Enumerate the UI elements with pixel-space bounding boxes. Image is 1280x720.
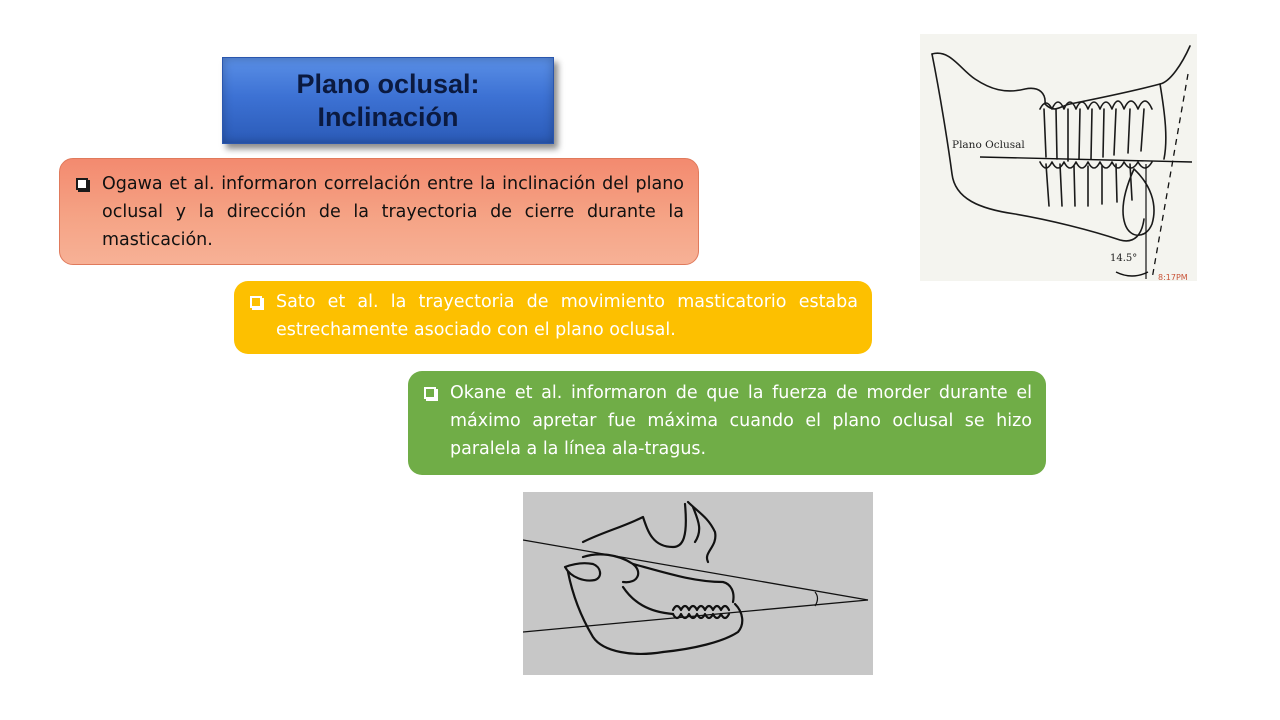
timestamp-label: 8:17PM: [1158, 273, 1188, 281]
ala-tragus-figure: [523, 492, 873, 675]
angle-arc: [815, 592, 818, 606]
title-line-1: Plano oclusal:: [296, 68, 480, 99]
occlusal-label: Plano Oclusal: [952, 139, 1025, 151]
mandible-lower: [663, 604, 742, 652]
chin-outline: [1123, 169, 1154, 235]
callout-text: Sato et al. la trayectoria de movimiento masticatorio estaba estrechamente asociado con el plano oclusal.: [276, 292, 858, 340]
title-box: [222, 57, 554, 144]
ramus-outline: [568, 572, 663, 654]
lower-teeth-roots: [1046, 164, 1132, 206]
upper-teeth: [673, 606, 729, 610]
checkbox-bullet-icon: [424, 379, 450, 399]
title-line-2: Inclinación: [317, 101, 459, 132]
ala-tragus-line: [523, 540, 868, 600]
mandible-sketch: [920, 34, 1197, 281]
callout-ogawa: [59, 158, 699, 265]
reference-dashed-line: [1152, 74, 1188, 279]
callout-okane: [408, 371, 1046, 475]
callout-text: Ogawa et al. informaron correlación entre la inclinación del plano oclusal y la dirección de la trayectoria de cierre durante la masticación.: [102, 174, 684, 250]
condyle-notch: [1045, 46, 1190, 109]
callout-text: Okane et al. informaron de que la fuerza de morder durante el máximo apretar fue máxima cuando el plano oclusal se hizo paralela a la línea ala-tragus.: [450, 383, 1032, 459]
coronoid: [623, 587, 673, 614]
checkbox-bullet-icon: [250, 288, 276, 308]
callout-sato: [234, 281, 872, 354]
skull-upper: [583, 504, 686, 547]
nose-outline: [688, 502, 715, 562]
angle-arc: [1116, 272, 1148, 276]
lower-teeth-row: [1040, 162, 1152, 168]
angle-label: 14.5°: [1110, 253, 1138, 264]
skull-sketch: [523, 492, 873, 675]
maxilla-outline: [1160, 84, 1166, 159]
occlusal-plane-figure: [920, 34, 1197, 281]
checkbox-bullet-icon: [76, 170, 102, 190]
upper-teeth-roots: [1044, 109, 1144, 161]
occlusal-plane-line: [980, 157, 1192, 162]
maxilla: [633, 564, 734, 602]
ramus-outline: [932, 53, 1045, 104]
